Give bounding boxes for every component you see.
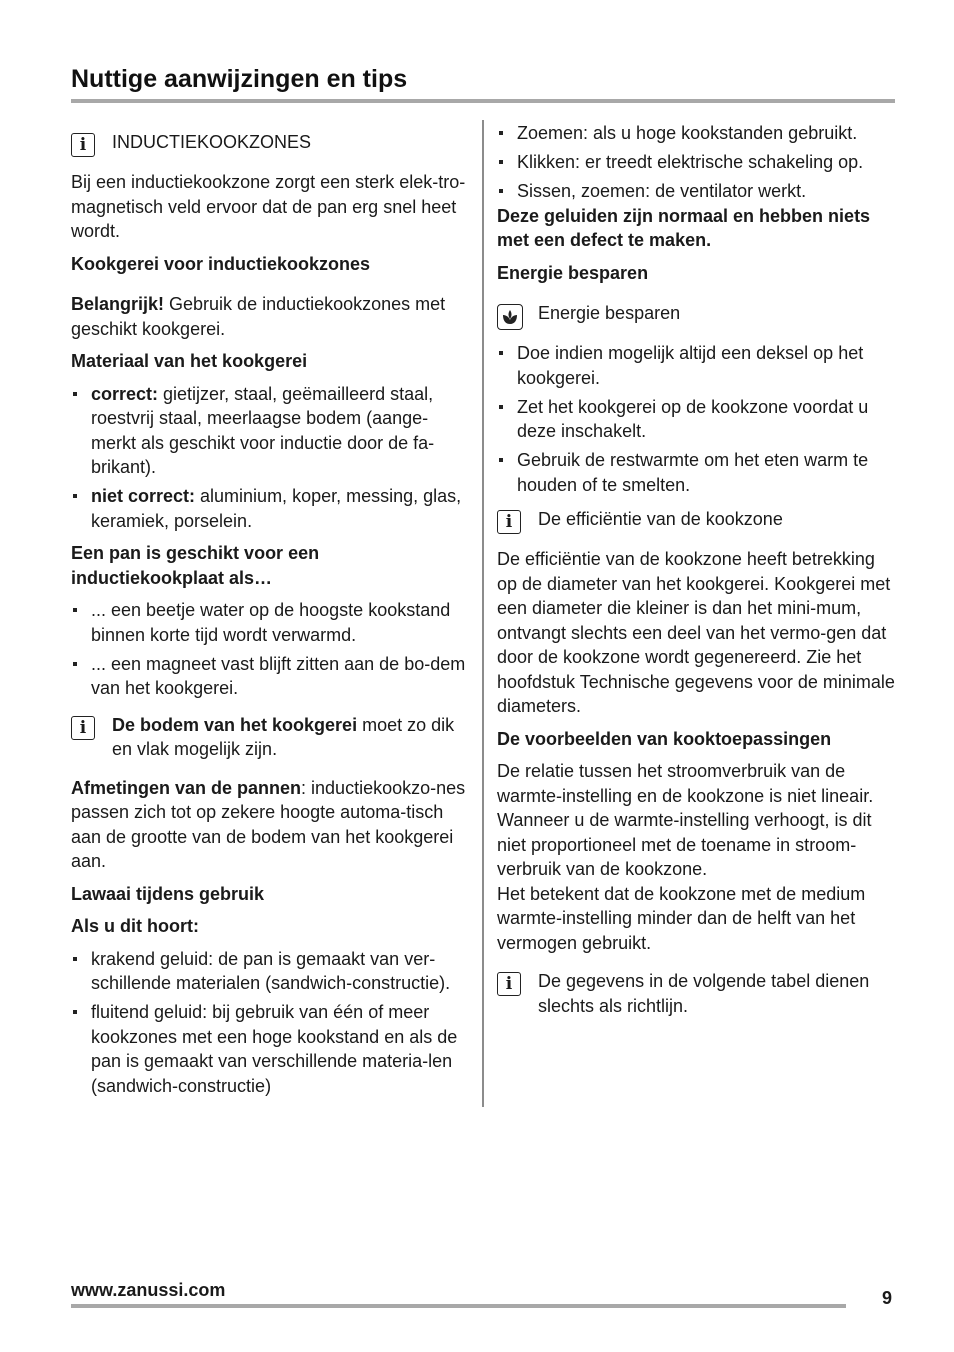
heading-lawaai: Lawaai tijdens gebruik — [71, 883, 265, 904]
list-item: Zet het kookgerei op de kookzone voordat u deze inschakelt. — [497, 395, 897, 444]
info-note-efficientie — [497, 507, 897, 537]
item-label: niet correct: — [91, 486, 196, 506]
list-item: ... een magneet vast blijft zitten aan de bo-dem van het kookgerei. — [71, 652, 471, 701]
intro-paragraph: Bij een inductiekookzone zorgt een sterk elek-tro-magnetisch veld ervoor dat de pan erg snel heet wordt. — [71, 172, 466, 241]
lawaai-list — [71, 947, 471, 1099]
note-text: De gegevens in de volgende tabel dienen slechts als richtlijn. — [538, 971, 870, 1016]
heading-voorbeelden: De voorbeelden van kooktoepassingen — [497, 728, 832, 749]
info-icon: i — [71, 716, 95, 740]
footer-rule — [71, 1304, 846, 1308]
list-item — [71, 484, 471, 533]
afmetingen-label: Afmetingen van de pannen — [71, 777, 302, 798]
note-bold: De bodem van het kookgerei — [112, 714, 358, 735]
note-text: INDUCTIEKOOKZONES — [112, 132, 312, 152]
list-item: krakend geluid: de pan is gemaakt van ver-schillende materialen (sandwich-constructie). — [71, 947, 471, 996]
heading-pan-geschikt: Een pan is geschikt voor een inductiekookplaat als… — [71, 543, 320, 588]
footer-url: www.zanussi.com — [71, 1280, 226, 1300]
belangrijk-text: Gebruik de inductiekookzones met geschikt kookgerei. — [71, 294, 446, 339]
belangrijk-label: Belangrijk! — [71, 294, 165, 314]
heading-materiaal: Materiaal van het kookgerei — [71, 351, 308, 371]
list-item — [71, 382, 471, 480]
list-item: fluitend geluid: bij gebruik van één of meer kookzones met een hoge kookstand en als de pan is gemaakt van verschillende materia-len (sandwich-constructie) — [71, 1000, 471, 1098]
left-column — [71, 126, 471, 1106]
item-text: gietijzer, staal, geëmailleerd staal, roestvrij staal, meerlaagse bodem (aange-merkt als geschikt voor inductie door de fa-brikant). — [91, 383, 435, 477]
belangrijk-paragraph — [71, 292, 471, 341]
item-label: correct: — [91, 383, 159, 404]
list-item: Klikken: er treedt elektrische schakeling op. — [497, 150, 897, 175]
info-note-bodem — [71, 713, 471, 762]
right-column — [497, 121, 897, 1028]
list-item: Sissen, zoemen: de ventilator werkt. — [497, 179, 897, 204]
list-item: ... een beetje water op de hoogste kookstand binnen korte tijd wordt verwarmd. — [71, 598, 471, 647]
note-text: moet zo dik en vlak mogelijk zijn. — [112, 714, 455, 759]
note-text: De efficiëntie van de kookzone — [538, 509, 783, 529]
geluid-list — [497, 121, 897, 204]
list-item: Zoemen: als u hoge kookstanden gebruikt. — [497, 121, 897, 146]
item-text: aluminium, koper, messing, glas, keramiek, porselein. — [91, 486, 462, 531]
energie-list — [497, 341, 897, 497]
afmetingen-paragraph — [71, 776, 471, 874]
eco-note-energie — [497, 301, 897, 331]
normaal-statement: Deze geluiden zijn normaal en hebben niets met een defect te maken. — [497, 205, 871, 250]
list-item: Gebruik de restwarmte om het eten warm te houden of te smelten. — [497, 448, 897, 497]
title-rule — [71, 99, 895, 103]
afmetingen-text: : inductiekookzo-nes passen zich tot op zekere hoogte automa-tisch aan de grootte van de bodem van het kookgerei aan. — [71, 777, 466, 871]
page-number: 9 — [882, 1288, 893, 1308]
list-item: Doe indien mogelijk altijd een deksel op het kookgerei. — [497, 341, 897, 390]
note-text: Energie besparen — [538, 303, 681, 323]
heading-kookgerei: Kookgerei voor inductiekookzones — [71, 253, 371, 274]
relatie-paragraph: De relatie tussen het stroomverbruik van de warmte-instelling en de kookzone is niet lineair. Wanneer u de warmte-instelling verhoogt, is dit niet proportioneel met de toename in stroom-verbruik van de kookzone. — [497, 761, 874, 879]
leaf-icon — [497, 304, 523, 330]
info-icon: i — [497, 510, 521, 534]
info-note-inductie — [71, 130, 471, 160]
heading-als: Als u dit hoort: — [71, 916, 199, 936]
heading-energie: Energie besparen — [497, 262, 649, 283]
page-title: Nuttige aanwijzingen en tips — [71, 65, 408, 93]
medium-paragraph: Het betekent dat de kookzone met de medium warmte-instelling minder dan de helft van het vermogen gebruikt. — [497, 883, 866, 953]
column-divider — [482, 120, 484, 1107]
info-note-tabel — [497, 969, 897, 1018]
info-icon: i — [497, 972, 521, 996]
efficientie-paragraph: De efficiëntie van de kookzone heeft betrekking op de diameter van het kookgerei. Kookgerei met een diameter die kleiner is dan het mini-mum, ontvangt slechts een deel van het vermo-gen dat door de kookzone wordt gegenereerd. Zie het hoofdstuk Technische gegevens voor de minimale diameters. — [497, 549, 895, 716]
pan-list — [71, 598, 471, 701]
materiaal-list — [71, 382, 471, 534]
info-icon: i — [71, 133, 95, 157]
